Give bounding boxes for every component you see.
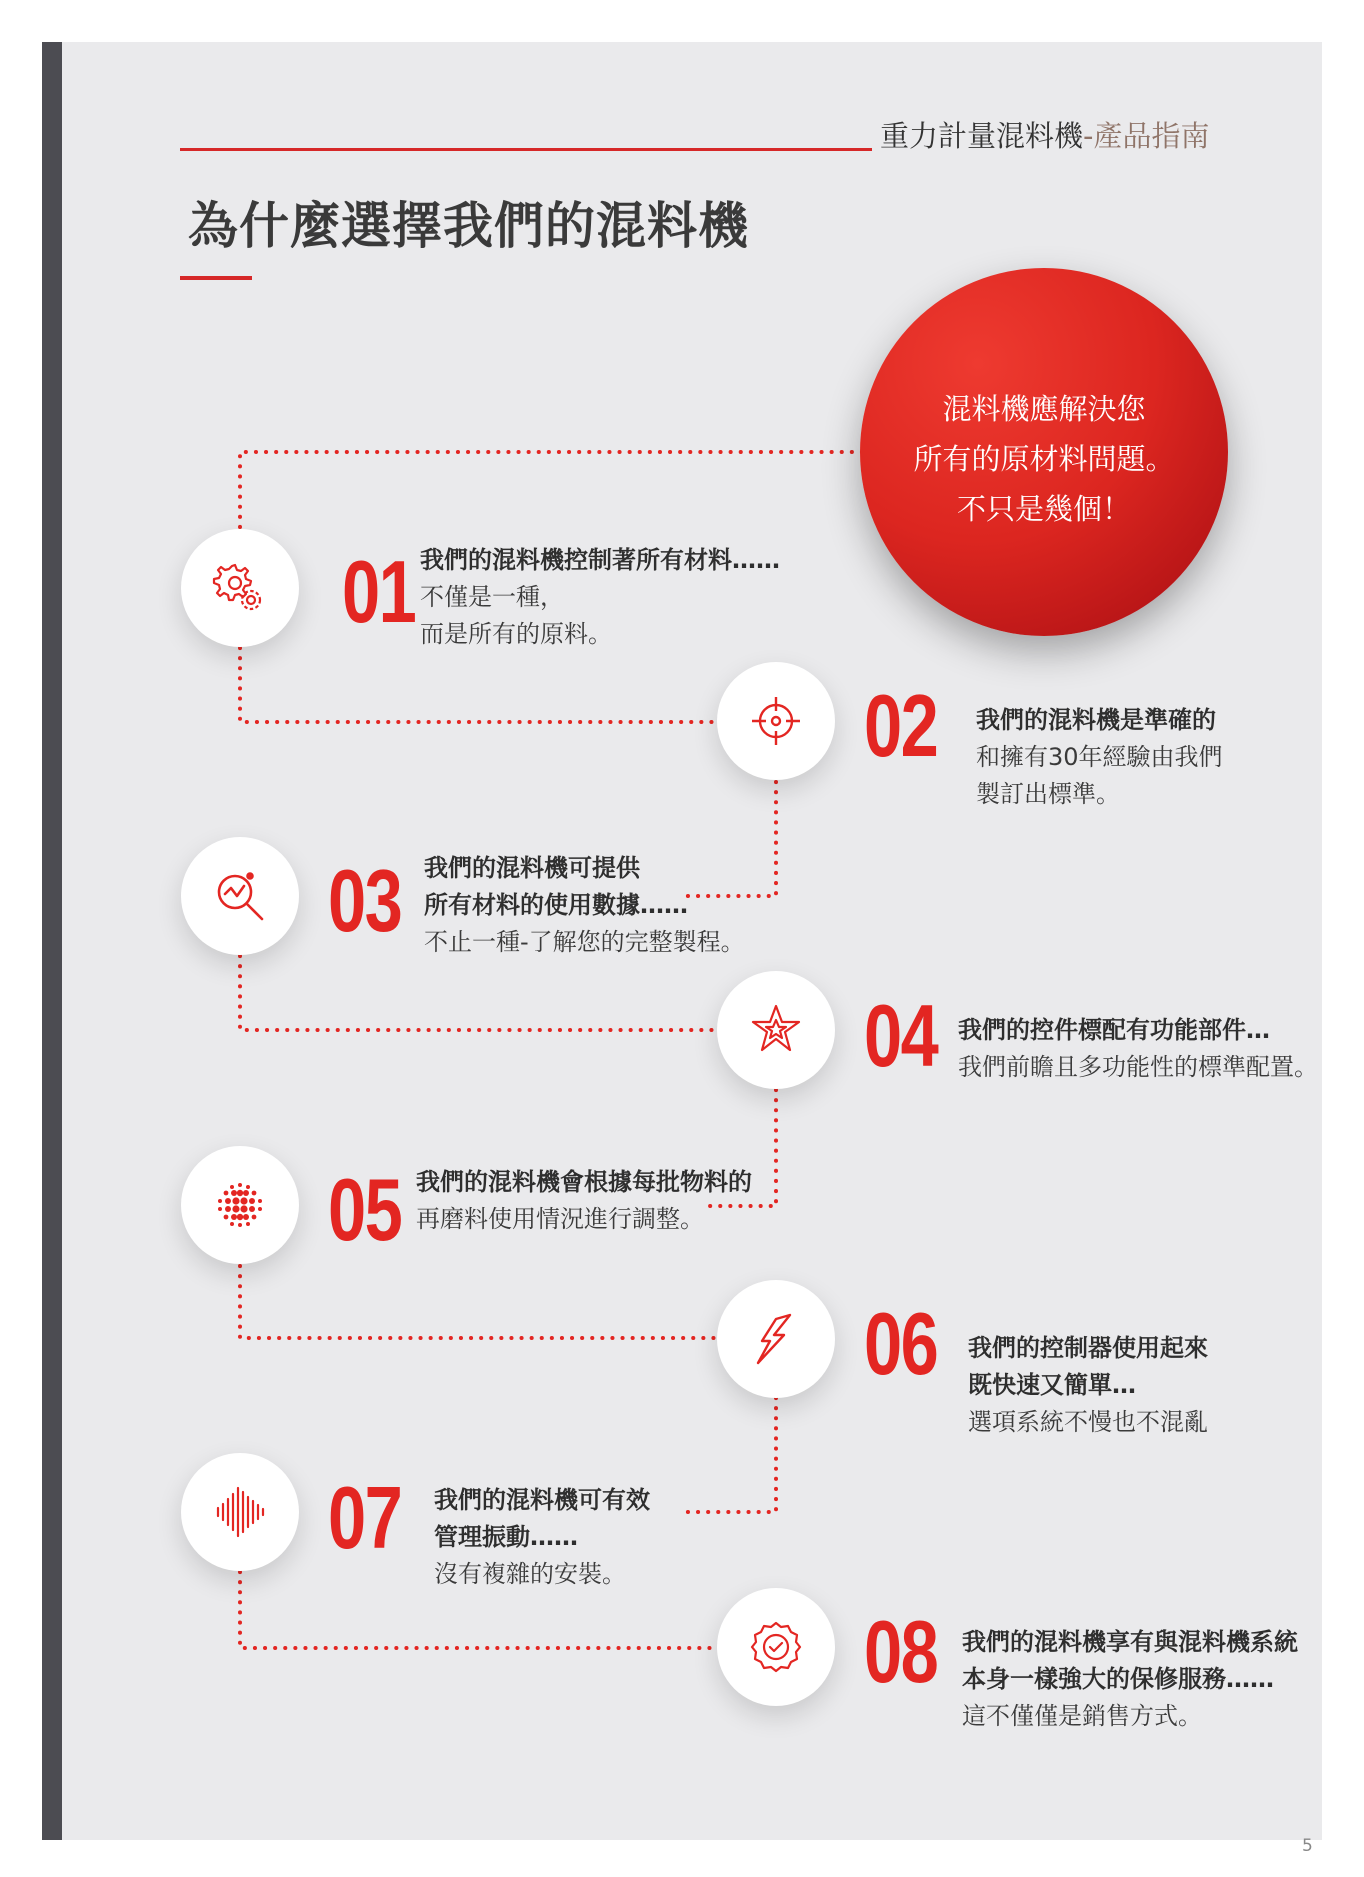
page-number: 5 xyxy=(1302,1836,1313,1856)
feature-icon-circle-01 xyxy=(181,529,299,647)
connector-05-06 xyxy=(240,1266,716,1338)
feature-01-line: 不僅是一種， xyxy=(420,583,564,611)
gears-icon xyxy=(210,558,270,618)
feature-icon-circle-03 xyxy=(181,837,299,955)
feature-number-01: 01 xyxy=(342,542,416,641)
connector-03-04 xyxy=(240,956,716,1030)
feature-number-05: 05 xyxy=(328,1160,402,1259)
feature-icon-circle-07 xyxy=(181,1453,299,1571)
feature-description-03 xyxy=(424,850,745,961)
feature-description-06 xyxy=(968,1330,1208,1441)
connector-01-02 xyxy=(240,648,716,722)
feature-04-line: 我們的控件標配有功能部件… xyxy=(958,1016,1270,1044)
feature-icon-circle-02 xyxy=(717,662,835,780)
star-badge-icon xyxy=(746,1000,806,1060)
lightning-bolt-icon xyxy=(746,1309,806,1369)
feature-05-line: 我們的混料機會根據每批物料的 xyxy=(416,1168,752,1196)
feature-description-05 xyxy=(416,1164,752,1238)
feature-07-line: 管理振動…… xyxy=(434,1523,578,1551)
feature-number-06: 06 xyxy=(864,1294,938,1393)
crosshair-target-icon xyxy=(746,691,806,751)
feature-06-line: 既快速又簡單… xyxy=(968,1371,1136,1399)
feature-03-line: 不止一種-了解您的完整製程。 xyxy=(424,928,745,956)
feature-description-07 xyxy=(434,1482,650,1593)
feature-02-line: 製訂出標準。 xyxy=(976,780,1120,808)
feature-icon-circle-06 xyxy=(717,1280,835,1398)
feature-07-line: 我們的混料機可有效 xyxy=(434,1486,650,1514)
feature-number-08: 08 xyxy=(864,1602,938,1701)
callout-line: 所有的原材料問題。 xyxy=(913,442,1175,476)
connector-06-07 xyxy=(686,1398,776,1512)
sound-wave-icon xyxy=(210,1482,270,1542)
feature-05-line: 再磨料使用情況進行調整。 xyxy=(416,1205,704,1233)
feature-02-line: 和擁有30年經驗由我們 xyxy=(976,743,1223,771)
feature-icon-circle-04 xyxy=(717,971,835,1089)
feature-number-04: 04 xyxy=(864,986,938,1085)
feature-description-04 xyxy=(958,1012,1318,1086)
halftone-dots-icon xyxy=(210,1175,270,1235)
feature-description-02 xyxy=(976,702,1223,813)
feature-icon-circle-05 xyxy=(181,1146,299,1264)
seal-check-icon xyxy=(746,1617,806,1677)
feature-description-01 xyxy=(420,542,780,653)
page-title: 為什麼選擇我們的混料機 xyxy=(188,197,749,255)
feature-01-line: 我們的混料機控制著所有材料…… xyxy=(420,546,780,574)
feature-08-line: 這不僅僅是銷售方式。 xyxy=(962,1702,1202,1730)
feature-03-line: 我們的混料機可提供 xyxy=(424,854,640,882)
feature-07-line: 沒有複雜的安裝。 xyxy=(434,1560,626,1588)
callout-line: 混料機應解決您 xyxy=(942,392,1146,426)
callout-line: 不只是幾個！ xyxy=(956,492,1131,526)
feature-02-line: 我們的混料機是準確的 xyxy=(976,706,1216,734)
feature-number-03: 03 xyxy=(328,851,402,950)
feature-08-line: 我們的混料機享有與混料機系統 xyxy=(962,1628,1298,1656)
header-prefix: 重力計量混料機 xyxy=(880,119,1084,153)
feature-06-line: 選項系統不慢也不混亂 xyxy=(968,1408,1208,1436)
feature-description-08 xyxy=(962,1624,1298,1735)
header-suffix: -產品指南 xyxy=(1083,119,1210,153)
connector-callout-01 xyxy=(240,452,862,528)
feature-03-line: 所有材料的使用數據…… xyxy=(424,891,688,919)
feature-08-line: 本身一樣強大的保修服務…… xyxy=(962,1665,1274,1693)
feature-06-line: 我們的控制器使用起來 xyxy=(968,1334,1208,1362)
callout-circle xyxy=(860,268,1228,636)
feature-04-line: 我們前瞻且多功能性的標準配置。 xyxy=(958,1053,1318,1081)
feature-icon-circle-08 xyxy=(717,1588,835,1706)
feature-number-07: 07 xyxy=(328,1468,402,1567)
feature-number-02: 02 xyxy=(864,676,938,775)
magnifier-chart-icon xyxy=(210,866,270,926)
feature-01-line: 而是所有的原料。 xyxy=(420,620,612,648)
